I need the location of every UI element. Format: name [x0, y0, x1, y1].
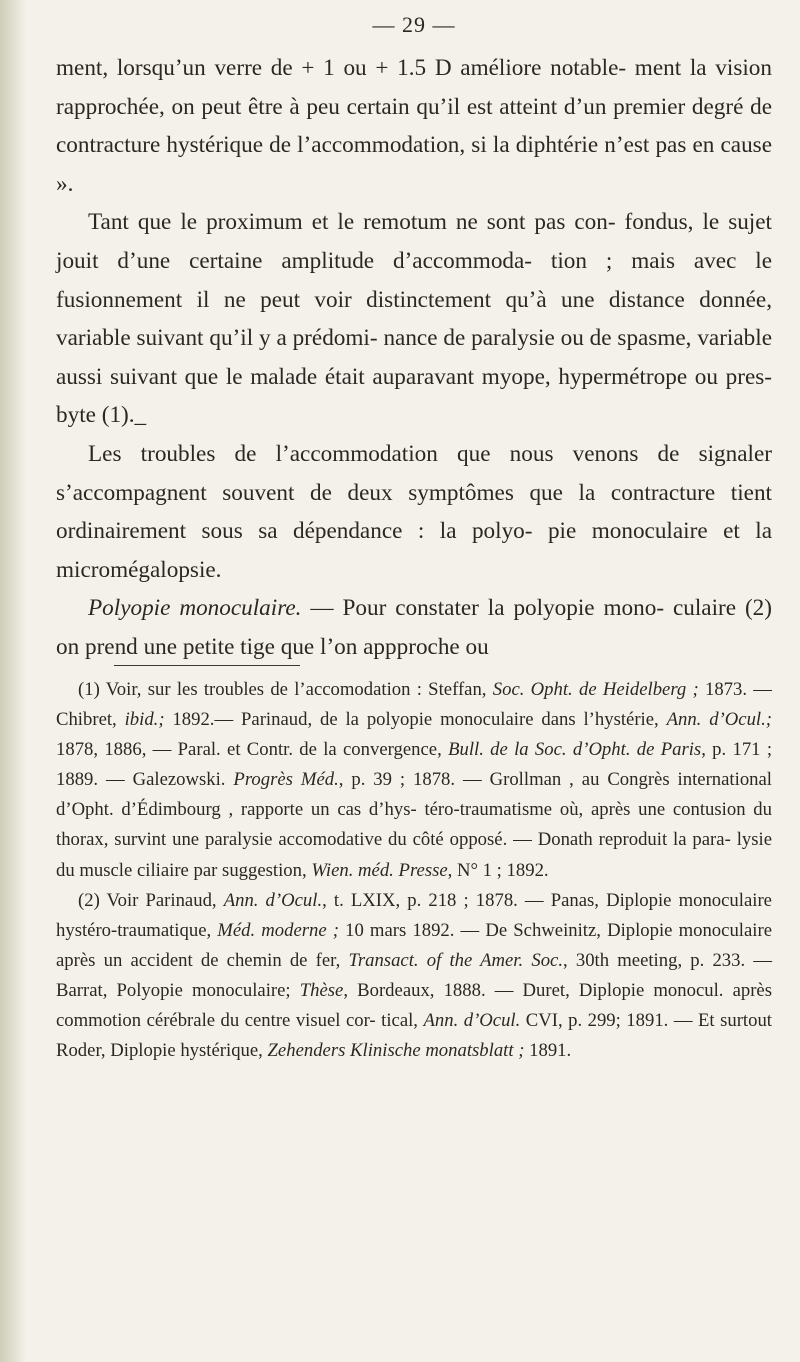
footnotes	[56, 675, 772, 1066]
paragraph	[56, 49, 772, 203]
italic-run: Progrès Méd.	[233, 769, 339, 791]
italic-run: Wien. méd. Presse	[311, 859, 448, 881]
footnote-separator	[114, 665, 300, 666]
text-run: , 30th meeting, p. 233. — Barrat, Polyopie monoculaire;	[56, 949, 773, 1001]
italic-run: Zehenders Klinische monatsblatt ;	[267, 1040, 525, 1062]
text-run: , p. 39 ; 1878. — Grollman , au Congrès international d’Opht. d’Édimbourg , rapporte un cas d’hys- téro-traumatisme où, après une contusion du thorax, survint une paralysie accomodative du côté opposé. — Donath reproduit la para- lysie du muscle ciliaire par suggestion,	[56, 769, 772, 881]
text-run: Tant que le proximum et le remotum ne sont pas con- fondus, le sujet jouit d’une certaine amplitude d’accommoda- tion ; mais avec le fusionnement il ne peut voir distinctement qu’à une distance donnée, variable suivant qu’il y a prédomi- nance de paralysie ou de spasme, variable aussi suivant que le malade était auparavant myope, hypermétrope ou pres- byte (1)._	[56, 209, 772, 429]
text-run: — Pour constater la polyopie mono- culaire (2) on prend une petite tige que l’on appproche ou	[56, 595, 772, 660]
text-run: 10 mars 1892. — De Schweinitz, Diplopie monoculaire après un accident de chemin de fer,	[56, 919, 772, 971]
italic-run: Thèse	[299, 979, 344, 1001]
text-run: 1891.	[524, 1040, 572, 1062]
paragraph	[56, 435, 772, 589]
text-run: ment, lorsqu’un verre de + 1 ou + 1.5 D améliore notable- ment la vision rapprochée, on peut être à peu certain qu’il est atteint d’un premier degré de contracture hystérique de l’accommodation, si la diphtérie n’est pas en cause ».	[56, 55, 772, 197]
text-run: 1873. —Chibret,	[56, 679, 772, 731]
italic-run: Ann. d’Ocul.	[423, 1010, 521, 1032]
paragraph	[56, 203, 772, 435]
text-run: (1) Voir, sur les troubles de l’accomodation : Steffan,	[78, 679, 493, 700]
paragraph	[56, 589, 772, 666]
text-run: , N° 1 ; 1892.	[447, 859, 549, 881]
italic-run: Soc. Opht. de Heidelberg ;	[492, 679, 699, 700]
footnote	[56, 675, 772, 886]
text-run: Les troubles de l’accommodation que nous venons de signaler s’accompagnent souvent de deux symptômes que la contracture tient ordinairement sous sa dépendance : la polyo- pie monoculaire et la micromégalopsie.	[56, 440, 772, 583]
main-text	[56, 49, 772, 667]
footnote	[56, 886, 772, 1067]
italic-run: Transact. of the Amer. Soc.	[348, 949, 564, 971]
italic-run: ibid.;	[124, 709, 165, 731]
italic-run: Ann. d’Ocul.;	[666, 709, 773, 731]
text-run: , Bordeaux, 1888. — Duret, Diplopie monocul. après commotion cérébrale du centre visuel cor- tical,	[56, 979, 772, 1032]
page-number: — 29 —	[372, 12, 456, 37]
page-gutter-shadow	[0, 0, 26, 1362]
text-run: , p. 171 ; 1889. — Galezowski.	[56, 739, 773, 791]
italic-run: Ann. d’Ocul.	[223, 889, 323, 911]
italic-run: Méd. moderne ;	[217, 919, 340, 941]
text-run: (2) Voir Parinaud,	[78, 889, 224, 911]
text-run: 1878, 1886, — Paral. et Contr. de la convergence,	[56, 739, 449, 761]
text-run: , t. LXIX, p. 218 ; 1878. — Panas, Diplopie monoculaire hystéro-traumatique,	[56, 889, 772, 941]
text-run: CVI, p. 299; 1891. — Et surtout Roder, Diplopie hystérique,	[56, 1010, 773, 1062]
text-run: 1892.— Parinaud, de la polyopie monoculaire dans l’hystérie,	[164, 709, 667, 731]
italic-run: Bull. de la Soc. d’Opht. de Paris	[448, 739, 702, 761]
italic-run: Polyopie monoculaire.	[88, 595, 302, 622]
